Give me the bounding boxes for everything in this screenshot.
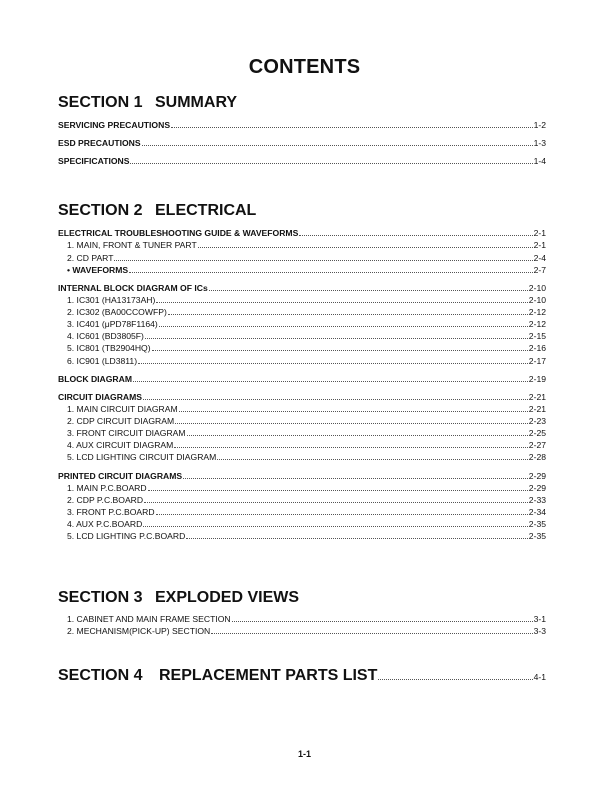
toc-page-number: 3-3 bbox=[533, 626, 546, 636]
toc-page-number: 1-3 bbox=[533, 138, 546, 148]
toc-subentry[interactable] bbox=[67, 240, 546, 251]
toc-subentry[interactable] bbox=[67, 519, 546, 530]
toc-entry-circuit-diagrams[interactable] bbox=[58, 392, 546, 403]
toc-page-number: 1-2 bbox=[533, 120, 546, 130]
toc-entry-label: ESD PRECAUTIONS bbox=[58, 138, 141, 148]
toc-page-number: 2-10 bbox=[528, 283, 546, 293]
toc-page-number: 2-34 bbox=[528, 507, 546, 517]
toc-page-number: 2-21 bbox=[528, 392, 546, 402]
toc-entry-troubleshooting-guide[interactable] bbox=[58, 228, 546, 239]
toc-page-number: 2-27 bbox=[528, 440, 546, 450]
section-name: REPLACEMENT PARTS LIST bbox=[159, 667, 378, 684]
toc-entry-label: 1. CABINET AND MAIN FRAME SECTION bbox=[67, 614, 231, 624]
toc-subentry[interactable] bbox=[67, 452, 546, 463]
toc-page-number: 2-12 bbox=[528, 307, 546, 317]
toc-page-number: 2-28 bbox=[528, 452, 546, 462]
leader-dots bbox=[211, 633, 532, 634]
toc-page-number: 2-23 bbox=[528, 416, 546, 426]
toc-entry-label: 1. MAIN CIRCUIT DIAGRAM bbox=[67, 404, 178, 414]
toc-entry-label: 6. IC901 (LD3811) bbox=[67, 356, 138, 366]
toc-entry-label: BLOCK DIAGRAM bbox=[58, 374, 132, 384]
leader-dots bbox=[175, 423, 528, 424]
toc-entry-label: PRINTED CIRCUIT DIAGRAMS bbox=[58, 471, 183, 481]
toc-entry-internal-block-diagram[interactable] bbox=[58, 283, 546, 294]
section-name: SUMMARY bbox=[155, 94, 238, 111]
toc-entry-label: 2. CD PART bbox=[67, 253, 114, 263]
toc-page-number: 2-35 bbox=[528, 531, 546, 541]
leader-dots bbox=[209, 290, 528, 291]
toc-page-number: 2-29 bbox=[528, 483, 546, 493]
toc-entry-label: CIRCUIT DIAGRAMS bbox=[58, 392, 143, 402]
page-number-footer: 1-1 bbox=[297, 749, 311, 759]
toc-page-number: 2-17 bbox=[528, 356, 546, 366]
toc-subentry[interactable] bbox=[67, 295, 546, 306]
toc-page-number: 4-1 bbox=[533, 672, 546, 682]
toc-page-number: 2-33 bbox=[528, 495, 546, 505]
leader-dots bbox=[187, 435, 528, 436]
toc-page-number: 2-29 bbox=[528, 471, 546, 481]
toc-subentry[interactable] bbox=[67, 507, 546, 518]
section-number: SECTION 4 bbox=[58, 667, 143, 684]
leader-dots bbox=[114, 260, 532, 261]
toc-entry-label: INTERNAL BLOCK DIAGRAM OF ICs bbox=[58, 283, 208, 293]
toc-subentry[interactable] bbox=[67, 404, 546, 415]
toc-entry-label: 1. MAIN P.C.BOARD bbox=[67, 483, 147, 493]
leader-dots bbox=[168, 314, 528, 315]
toc-subentry[interactable] bbox=[67, 307, 546, 318]
leader-dots bbox=[130, 163, 532, 164]
toc-entry-label: 5. LCD LIGHTING P.C.BOARD bbox=[67, 531, 186, 541]
leader-dots bbox=[159, 326, 528, 327]
toc-entry-servicing-precautions[interactable] bbox=[58, 120, 546, 131]
toc-page-number: 2-12 bbox=[528, 319, 546, 329]
toc-page-number: 2-10 bbox=[528, 295, 546, 305]
toc-page-number: 3-1 bbox=[533, 614, 546, 624]
toc-entry-label: 4. AUX CIRCUIT DIAGRAM bbox=[67, 440, 174, 450]
toc-entry-label: 4. AUX P.C.BOARD bbox=[67, 519, 143, 529]
section-name: ELECTRICAL bbox=[155, 202, 257, 219]
toc-subentry[interactable] bbox=[67, 428, 546, 439]
toc-entry-label: 5. IC801 (TB2904HQ) bbox=[67, 343, 151, 353]
toc-subentry[interactable] bbox=[67, 331, 546, 342]
toc-entry-label: SPECIFICATIONS bbox=[58, 156, 130, 166]
toc-page-number: 2-1 bbox=[533, 228, 546, 238]
leader-dots bbox=[217, 459, 528, 460]
leader-dots bbox=[142, 145, 533, 146]
toc-subentry[interactable] bbox=[67, 356, 546, 367]
leader-dots bbox=[138, 363, 528, 364]
leader-dots bbox=[186, 538, 528, 539]
toc-entry-block-diagram[interactable] bbox=[58, 374, 546, 385]
toc-page-number: 2-1 bbox=[533, 240, 546, 250]
toc-page-number: 2-16 bbox=[528, 343, 546, 353]
leader-dots bbox=[145, 338, 528, 339]
section-name: EXPLODED VIEWS bbox=[155, 589, 300, 606]
toc-subentry[interactable] bbox=[67, 614, 546, 625]
toc-page-number: 2-21 bbox=[528, 404, 546, 414]
section-number: SECTION 1 bbox=[58, 94, 143, 111]
section-3-heading bbox=[58, 589, 299, 607]
section-4-heading[interactable] bbox=[58, 666, 546, 687]
leader-dots bbox=[156, 514, 528, 515]
toc-entry-label: 1. MAIN, FRONT & TUNER PART bbox=[67, 240, 197, 250]
leader-dots bbox=[143, 526, 527, 527]
toc-entry-label: 5. LCD LIGHTING CIRCUIT DIAGRAM bbox=[67, 452, 217, 462]
leader-dots bbox=[143, 399, 528, 400]
toc-entry-label: 2. MECHANISM(PICK-UP) SECTION bbox=[67, 626, 211, 636]
toc-entry-label: ELECTRICAL TROUBLESHOOTING GUIDE & WAVEFORMS bbox=[58, 228, 299, 238]
toc-entry-esd-precautions[interactable] bbox=[58, 138, 546, 149]
leader-dots bbox=[148, 490, 528, 491]
page-title: CONTENTS bbox=[248, 56, 361, 78]
leader-dots bbox=[144, 502, 528, 503]
toc-subentry[interactable] bbox=[67, 416, 546, 427]
leader-dots bbox=[232, 621, 533, 622]
leader-dots bbox=[152, 350, 528, 351]
leader-dots bbox=[156, 302, 527, 303]
leader-dots bbox=[299, 235, 532, 236]
toc-entry-label: 2. IC302 (BA00CCOWFP) bbox=[67, 307, 167, 317]
toc-page-number: 2-15 bbox=[528, 331, 546, 341]
toc-entry-label: 3. FRONT CIRCUIT DIAGRAM bbox=[67, 428, 186, 438]
toc-subentry[interactable] bbox=[67, 495, 546, 506]
toc-entry-printed-circuit-diagrams[interactable] bbox=[58, 471, 546, 482]
leader-dots bbox=[174, 447, 527, 448]
toc-page-number: 2-7 bbox=[533, 265, 546, 275]
toc-entry-label: 2. CDP P.C.BOARD bbox=[67, 495, 144, 505]
toc-subentry-waveforms[interactable] bbox=[67, 265, 546, 276]
leader-dots bbox=[183, 478, 528, 479]
toc-page-number: 2-4 bbox=[533, 253, 546, 263]
toc-entry-label: 3. IC401 (μPD78F1164) bbox=[67, 319, 158, 329]
leader-dots bbox=[378, 679, 532, 680]
section-number: SECTION 3 bbox=[58, 589, 143, 606]
toc-entry-label: 3. FRONT P.C.BOARD bbox=[67, 507, 155, 517]
leader-dots bbox=[129, 272, 532, 273]
toc-entry-label: • WAVEFORMS bbox=[67, 265, 129, 275]
toc-page-number: 2-19 bbox=[528, 374, 546, 384]
toc-subentry[interactable] bbox=[67, 343, 546, 354]
toc-page-number: 1-4 bbox=[533, 156, 546, 166]
toc-subentry[interactable] bbox=[67, 319, 546, 330]
leader-dots bbox=[179, 411, 528, 412]
section-1-heading bbox=[58, 94, 237, 112]
toc-subentry[interactable] bbox=[67, 483, 546, 494]
leader-dots bbox=[133, 381, 528, 382]
toc-subentry[interactable] bbox=[67, 253, 546, 264]
section-number: SECTION 2 bbox=[58, 202, 143, 219]
toc-subentry[interactable] bbox=[67, 531, 546, 542]
toc-page-number: 2-35 bbox=[528, 519, 546, 529]
leader-dots bbox=[171, 127, 533, 128]
section-2-heading bbox=[58, 202, 256, 220]
toc-subentry[interactable] bbox=[67, 440, 546, 451]
toc-entry-specifications[interactable] bbox=[58, 156, 546, 167]
toc-page-number: 2-25 bbox=[528, 428, 546, 438]
toc-subentry[interactable] bbox=[67, 626, 546, 637]
toc-entry-label: SERVICING PRECAUTIONS bbox=[58, 120, 171, 130]
toc-entry-label: 1. IC301 (HA13173AH) bbox=[67, 295, 156, 305]
toc-entry-label: 4. IC601 (BD3805F) bbox=[67, 331, 144, 341]
leader-dots bbox=[198, 247, 533, 248]
toc-entry-label: 2. CDP CIRCUIT DIAGRAM bbox=[67, 416, 175, 426]
